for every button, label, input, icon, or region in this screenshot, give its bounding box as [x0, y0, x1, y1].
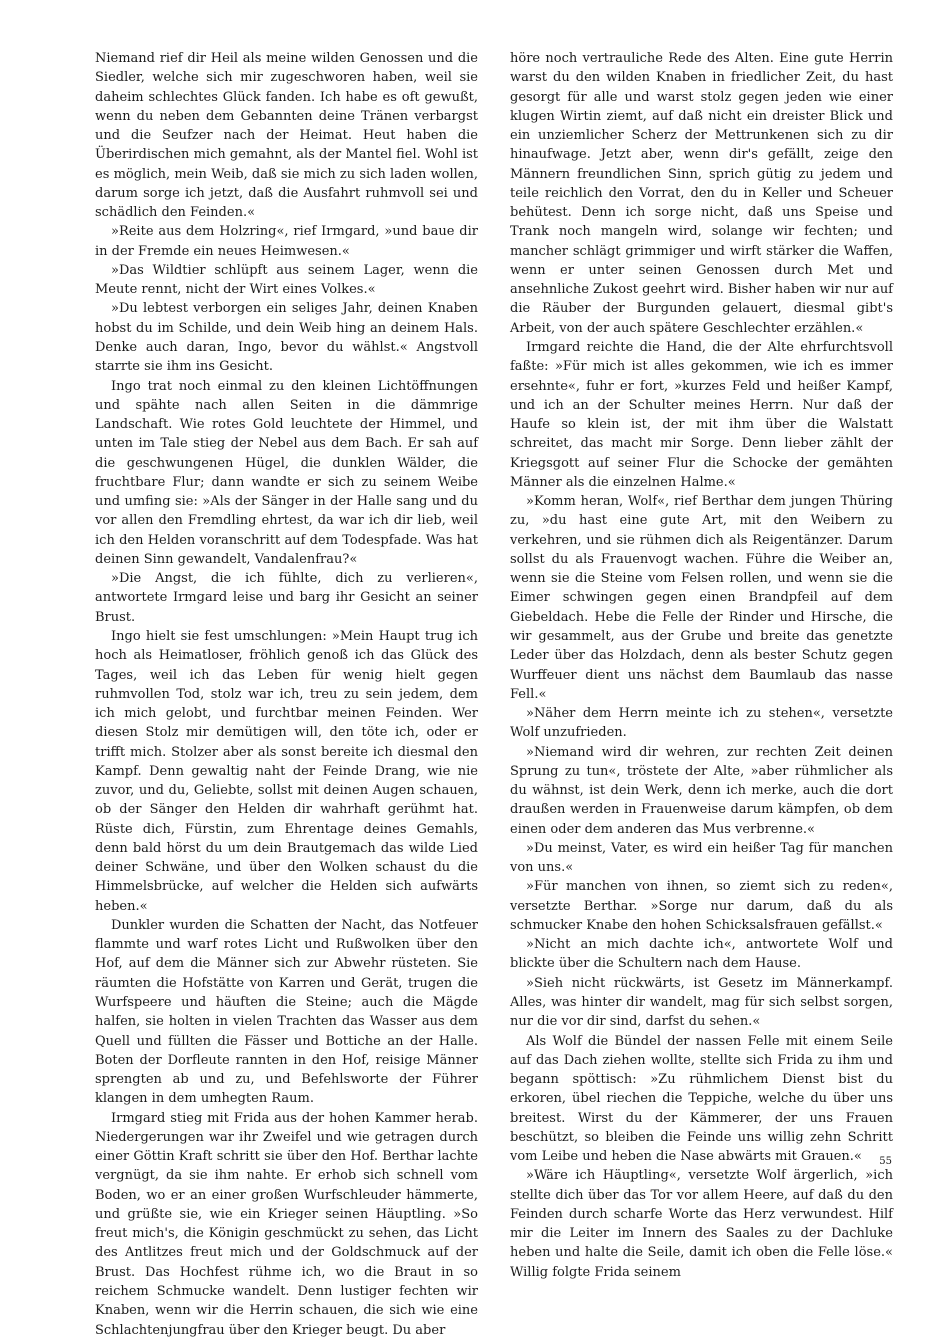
page-number: 55 — [879, 1156, 892, 1167]
paragraph: »Du lebtest verborgen ein seliges Jahr, deinen Knaben hobst du im Schilde, und dein Weib hing an deinem Hals. Denke auch daran, Ingo, bevor du wählst.« Angstvoll starrte sie ihm ins Gesicht. — [95, 301, 478, 375]
paragraph: höre noch vertrauliche Rede des Alten. Eine gute Herrin warst du den wilden Knaben in friedlicher Zeit, du hast gesorgt für alle und warst stolz gegen jeden wie einer klugen Wirtin ziemt, auf daß nicht ein dreister Blick und ein unziemlicher Scherz der Mettrunkenen sich zu dir hinaufwage. Jetzt aber, wenn dir's gefällt, zeige den Männern freundlichen Sinn, sprich gütig zu jedem und teile reichlich den Vorrat, den du in Keller und Scheuer behütest. Denn ich sorge nicht, daß uns Speise und Trank noch mangeln wird, solange wir fechten; und mancher schlägt grimmiger und wirft stärker die Waffen, wenn er unter seinen Genossen durch Met und ansehnliche Zukost geehrt wird. Bisher haben wir nur auf die Räuber der Burgunden gelauert, diesmal gibt's Arbeit, von der auch spätere Geschlechter erzählen.« — [510, 51, 893, 336]
right-column — [510, 49, 893, 1282]
paragraph: Ingo trat noch einmal zu den kleinen Lichtöffnungen und spähte nach allen Seiten in die dämmrige Landschaft. Wie rotes Gold leuchtete der Himmel, und unten im Tale stieg der Nebel aus dem Bach. Er sah auf die geschwungenen Hügel, die dunklen Wälder, die fruchtbare Flur; dann wandte er sich zu seinem Weibe und umfing sie: »Als der Sänger in der Halle sang und du vor allen den Fremdling ehrtest, da war ich dir lieb, weil ich den Helden voranschritt auf dem Todespfade. Was hat deinen Sinn gewandelt, Vandalenfrau?« — [95, 378, 478, 567]
paragraph: »Für manchen von ihnen, so ziemt sich zu reden«, versetzte Berthar. »Sorge nur darum, daß du als schmucker Knabe den hohen Schicksalsfrauen gefällst.« — [510, 879, 893, 933]
paragraph: Irmgard reichte die Hand, die der Alte ehrfurchtsvoll faßte: »Für mich ist alles gekommen, wie ich es immer ersehnte«, fuhr er fort, »kurzes Feld und heißer Kampf, und ich an der Schulter meines Herrn. Nur daß der Haufe so klein ist, der mit ihm über die Walstatt schreitet, das macht mir Sorge. Denn lieber zählt der Kriegsgott auf seiner Flur die Schocke der gemähten Männer als die einzelnen Halme.« — [510, 339, 893, 490]
paragraph: »Niemand wird dir wehren, zur rechten Zeit deinen Sprung zu tun«, tröstete der Alte, »aber rühmlicher als du wähnst, ist dein Werk, denn ich merke, auch die dort draußen werden in Frauenweise darum kämpfen, ob dem einen oder dem anderen das Mus verbrenne.« — [510, 744, 893, 837]
paragraph: »Reite aus dem Holzring«, rief Irmgard, »und baue dir in der Fremde ein neues Heimwesen.« — [95, 224, 478, 259]
paragraph: »Sieh nicht rückwärts, ist Gesetz im Männerkampf. Alles, was hinter dir wandelt, mag für sich selbst sorgen, nur die vor dir sind, darfst du sehen.« — [510, 975, 893, 1030]
paragraph: »Das Wildtier schlüpft aus seinem Lager, wenn die Meute rennt, nicht der Wirt eines Volkes.« — [95, 262, 478, 298]
paragraph: »Die Angst, die ich fühlte, dich zu verlieren«, antwortete Irmgard leise und barg ihr Gesicht an seiner Brust. — [95, 571, 478, 625]
paragraph: »Komm heran, Wolf«, rief Berthar dem jungen Thüring zu, »du hast eine gute Art, mit den Weibern zu verkehren, und sie rühmen dich als Reigentänzer. Darum sollst du als Frauenvogt wachen. Führe die Weiber an, wenn sie die Steine vom Felsen rollen, und wenn sie die Eimer schwingen gegen einen Brandpfeil auf dem Giebeldach. Hebe die Felle der Rinder und Hirsche, die wir gesammelt, aus der Grube und breite das genetzte Leder über das Holzdach, denn als bester Schutz gegen Wurffeuer dient uns nächst dem Baumlaub das nasse Fell.« — [510, 494, 893, 702]
paragraph: Ingo hielt sie fest umschlungen: »Mein Haupt trug ich hoch als Heimatloser, fröhlich genoß ich das Glück des Tages, weil ich das Leben für wenig hielt gegen ruhmvollen Tod, stolz war ich, treu zu sein jedem, dem ich mich gelobt, und furchtbar meinen Feinden. Wer diesen Stolz mir demütigen will, den töte ich, oder er trifft mich. Stolzer aber als sonst bereite ich diesmal den Kampf. Denn gewaltig naht der Feinde Drang, wie nie zuvor, und du, Geliebte, sollst mit deinen Augen schauen, ob der Sänger den Helden dir wahrhaft gerühmt hat. Rüste dich, Fürstin, zum Ehrentage deines Gemahls, denn bald hörst du um dein Brautgemach das wilde Lied deiner Schwäne, und über den Wolken schaust du die Himmelsbrücke, auf welcher die Helden sich aufwärts heben.« — [95, 628, 478, 914]
paragraph: Als Wolf die Bündel der nassen Felle mit einem Seile auf das Dach ziehen wollte, stellte sich Frida zu ihm und begann spöttisch: »Zu rühmlichem Dienst bist du erkoren, übel riechen die Teppiche, welche du über uns breitest. Wirst du der Kämmerer, der uns Frauen beschützt, so bleiben die Feinde uns willig zehn Schritt vom Leibe und heben die Nase abwärts mit Grauen.« — [510, 1033, 893, 1165]
paragraph: »Wäre ich Häuptling«, versetzte Wolf ärgerlich, »ich stellte dich über das Tor vor allem Heere, auf daß du den Feinden durch scharfe Worte das Herz verwundest. Hilf mir die Leiter im Innern des Saales zu der Dachluke heben und halte die Seile, damit ich oben die Felle löse.« Willig folgte Frida seinem — [510, 1168, 893, 1280]
paragraph: »Näher dem Herrn meinte ich zu stehen«, versetzte Wolf unzufrieden. — [510, 706, 893, 741]
paragraph: »Nicht an mich dachte ich«, antwortete Wolf und blickte über die Schultern nach dem Hause. — [510, 937, 893, 972]
paragraph: Irmgard stieg mit Frida aus der hohen Kammer herab. Niedergerungen war ihr Zweifel und wie getragen durch einer Göttin Kraft schritt sie über den Hof. Berthar lachte vergnügt, da sie ihm nahte. Er erhob sich schnell vom Boden, wo er an einer großen Wurfschleuder hämmerte, und grüßte sie, wie ein Krieger seinen Häuptling. »So freut mich's, die Königin geschmückt zu sehen, das Licht des Antlitzes freut mich und der Goldschmuck auf der Brust. Das Hochfest rühme ich, wo die Braut in so reichem Schmucke wandelt. Denn lustiger fechten wir Knaben, wenn wir die Herrin schauen, die sich wie eine Schlachtenjungfrau über den Krieger beugt. Du aber — [95, 1110, 478, 1338]
paragraph: Niemand rief dir Heil als meine wilden Genossen und die Siedler, welche sich mir zugeschworen haben, weil sie daheim schlechtes Glück fanden. Ich habe es oft gewußt, wenn du neben dem Gebannten deine Tränen verbargst und die Seufzer nach der Heimat. Heut haben die Überirdischen mich gemahnt, als der Mantel fiel. Wohl ist es möglich, mein Weib, daß sie mich zu sich laden wollen, darum sorge ich jetzt, daß die Ausfahrt ruhmvoll sei und schädlich den Feinden.« — [95, 51, 478, 221]
paragraph: »Du meinst, Vater, es wird ein heißer Tag für manchen von uns.« — [510, 840, 893, 876]
left-column — [95, 49, 478, 1340]
paragraph: Dunkler wurden die Schatten der Nacht, das Notfeuer flammte und warf rotes Licht und Rußwolken über den Hof, auf dem die Männer sich zur Abwehr rüsteten. Sie räumten die Hofstätte von Karren und Gerät, trugen die Wurfspeere und häuften die Steine; auch die Mägde halfen, sie holten in vielen Trachten das Wasser aus dem Quell und füllten die Fässer und Bottiche an der Halle. Boten der Dorfleute rannten in den Hof, reisige Männer sprengten ab und zu, und Befehlsworte der Führer klangen in dem umhegten Raum. — [95, 917, 478, 1107]
